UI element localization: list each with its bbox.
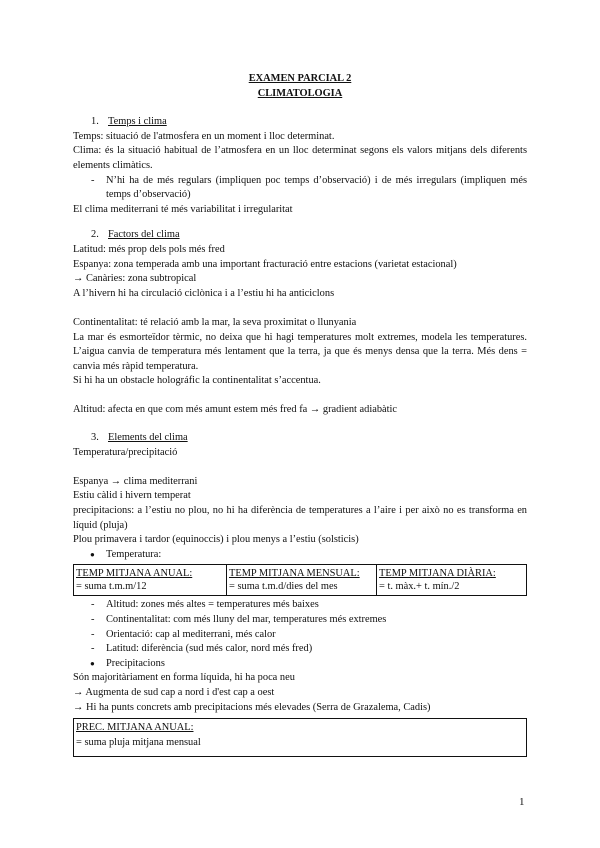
section-label: Factors del clima: [108, 229, 180, 241]
temperature-formula-table: [73, 564, 527, 596]
section-label: Temps i clima: [108, 116, 167, 128]
cell-heading: TEMP MITJANA DIÀRIA:: [379, 568, 496, 580]
blank-line: [73, 460, 527, 475]
paragraph-obstacle: Si hi ha un obstacle holográfic la continentalitat s’accentua.: [73, 375, 321, 387]
paragraph-clima-mediterrani: El clima mediterrani té més variabilitat i irregularitat: [73, 203, 293, 215]
bullet-temperatura: ● Temperatura:: [73, 548, 527, 563]
paragraph-punts-concrets: → Hi ha punts concrets amb precipitacions més elevades (Serra de Grazalema, Cadis): [73, 701, 431, 713]
exam-title: EXAMEN PARCIAL 2: [248, 73, 352, 84]
subheading-temperatura-precipitacio: Temperatura/precipitació: [73, 446, 178, 458]
table-row: [74, 565, 527, 596]
blank-line: [73, 301, 527, 316]
table-cell: [227, 565, 377, 596]
box-heading: PREC. MITJANA ANUAL:: [76, 722, 194, 734]
cell-heading: TEMP MITJANA MENSUAL:: [229, 568, 360, 580]
paragraph-forma-liquida: Són majoritàriament en forma líquida, hi ha poca neu: [73, 672, 295, 684]
paragraph-precipitacions: precipitacions: a l’estiu no plou, no hi ha diferència de temperatures a l’aire i per això no es transforma en líquid (pluja): [73, 505, 527, 531]
paragraph-espanya: Espanya: zona temperada amb una important fracturació entre estacions (varietat estacional): [73, 258, 457, 270]
definition-temps: Temps: situació de l'atmosfera en un moment i lloc determinat.: [73, 130, 335, 142]
cell-value: = t. màx.+ t. mín./2: [379, 581, 460, 593]
paragraph-estiu-hivern: Estiu càlid i hivern temperat: [73, 490, 191, 502]
section-number: 2.: [91, 229, 99, 241]
paragraph-primavera-tardor: Plou primavera i tardor (equinoccis) i plou menys a l’estiu (solsticis): [73, 534, 359, 546]
dash-item-latitud: - Latitud: diferència (sud més calor, nord més fred): [73, 642, 527, 657]
box-value: = suma pluja mitjana mensual: [76, 736, 201, 748]
section-number: 3.: [91, 432, 99, 444]
cell-value: = suma t.m.m/12: [76, 581, 147, 593]
paragraph-mar: La mar és esmorteïdor tèrmic, no deixa que hi hagi temperatures molt extremes, modela les temperatures. L’aigua canvia de temperatura més lentament que la terra, ja que és menys densa que la terra. Més dens = canvia més ràpid temperatura.: [73, 331, 527, 372]
dash-item-continentalitat: - Continentalitat: com més lluny del mar, temperatures més extremes: [73, 613, 527, 628]
subject-title: CLIMATOLOGIA: [257, 87, 343, 99]
paragraph-continentalitat: Continentalitat: té relació amb la mar, la seva proximitat o llunyania: [73, 316, 357, 328]
section-label: Elements del clima: [108, 432, 188, 444]
dash-item-orientacio: - Orientació: cap al mediterrani, més calor: [73, 628, 527, 643]
precipitation-formula-box: [73, 718, 527, 757]
paragraph-augmenta: → Augmenta de sud cap a nord i d'est cap a oest: [73, 686, 275, 698]
dash-item-regularitat: - N’hi ha de més regulars (impliquen poc temps d’observació) i de més irregulars (impliquen més temps d’observació): [73, 174, 527, 203]
document-body: [73, 72, 527, 757]
paragraph-altitud: Altitud: afecta en que com més amunt estem més fred fa → gradient adiabàtic: [73, 404, 398, 416]
section-heading-factors-del-clima: [73, 228, 527, 243]
cell-value: = suma t.m.d/dies del mes: [229, 581, 338, 593]
section-number: 1.: [91, 116, 99, 128]
page-number: 1: [519, 796, 525, 808]
paragraph-latitud: Latitud: més prop dels pols més fred: [73, 243, 225, 255]
blank-line: [73, 389, 527, 404]
paragraph-espanya-clima: Espanya → clima mediterrani: [73, 475, 198, 487]
section-heading-elements-del-clima: [73, 431, 527, 446]
table-cell: [74, 565, 227, 596]
section-heading-temps-i-clima: [73, 115, 527, 130]
table-cell: [377, 565, 527, 596]
cell-heading: TEMP MITJANA ANUAL:: [76, 568, 193, 580]
dash-item-altitud: - Altitud: zones més altes = temperatures més baixes: [73, 598, 527, 613]
bullet-precipitacions: ● Precipitacions: [73, 657, 527, 672]
definition-clima: Clima: és la situació habitual de l’atmosfera en un lloc determinat segons els valors mitjans dels diferents elements climàtics.: [73, 145, 527, 171]
paragraph-canaries: → Canàries: zona subtropical: [73, 273, 197, 285]
paragraph-circulacio: A l’hivern hi ha circulació ciclònica i a l’estiu hi ha anticiclons: [73, 287, 335, 299]
